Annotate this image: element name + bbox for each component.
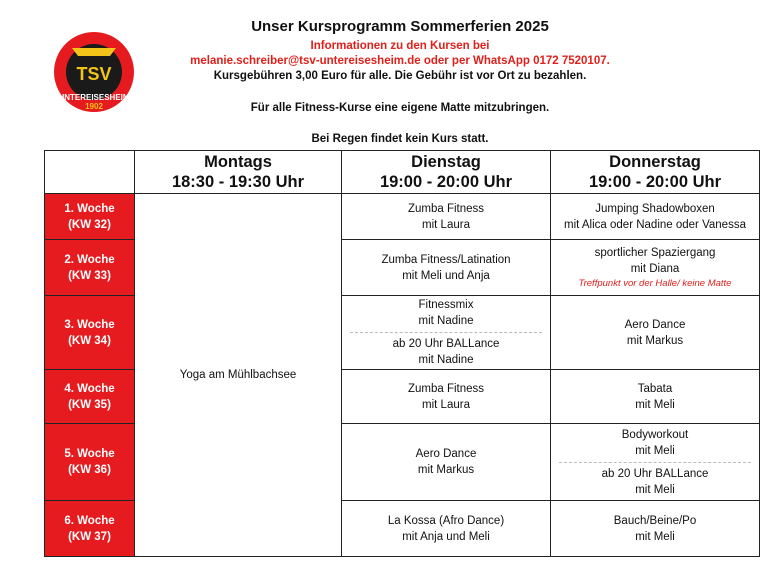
tuesday-course	[342, 240, 551, 296]
course-trainer: mit Markus	[626, 334, 684, 347]
course-divider	[350, 332, 542, 333]
table-row	[45, 194, 760, 240]
day-time: 18:30 - 19:30 Uhr	[171, 173, 305, 191]
rain-note: Bei Regen findet kein Kurs statt.	[311, 133, 489, 145]
day-name: Donnerstag	[609, 153, 701, 171]
course-name-2: ab 20 Uhr BALLance	[392, 338, 500, 350]
course-name: Bauch/Beine/Po	[613, 514, 697, 527]
course-trainer: mit Meli	[635, 530, 675, 543]
week-number: 5. Woche	[64, 448, 115, 460]
course-name: sportlicher Spaziergang	[594, 247, 716, 259]
week-kw: (KW 32)	[68, 218, 111, 231]
course-name: Zumba Fitness/Latination	[381, 253, 511, 266]
page-title: Unser Kursprogramm Sommerferien 2025	[251, 18, 549, 35]
thursday-course	[551, 194, 760, 240]
course-trainer: mit Laura	[422, 398, 470, 411]
day-header-thursday	[551, 151, 760, 194]
course-name-2: ab 20 Uhr BALLance	[601, 467, 709, 480]
info-line-1: Informationen zu den Kursen bei	[310, 40, 490, 52]
week-label	[45, 296, 135, 370]
week-kw: (KW 36)	[68, 464, 111, 476]
monday-course	[135, 194, 342, 557]
day-header-tuesday	[342, 151, 551, 194]
day-header-monday	[135, 151, 342, 194]
thursday-course	[551, 296, 760, 370]
day-time: 19:00 - 20:00 Uhr	[379, 173, 513, 191]
course-name: Zumba Fitness	[407, 202, 485, 215]
tsv-logo	[52, 30, 136, 114]
course-trainer: mit Anja und Meli	[402, 530, 490, 543]
thursday-course	[551, 501, 760, 557]
fee-note: Kursgebühren 3,00 Euro für alle. Die Gebühr ist vor Ort zu bezahlen.	[213, 70, 587, 82]
logo-ring-text: UNTEREISESHEIM	[58, 93, 130, 102]
tuesday-course	[342, 370, 551, 424]
course-name: Fitnessmix	[418, 299, 474, 311]
day-name: Dienstag	[411, 153, 481, 171]
thursday-course	[551, 370, 760, 424]
course-note: Treffpunkt vor der Halle/ keine Matte	[578, 278, 732, 289]
course-trainer: mit Meli	[635, 398, 675, 411]
course-trainer: mit Markus	[417, 464, 475, 476]
course-trainer-2: mit Nadine	[418, 354, 474, 366]
course-trainer: mit Meli und Anja	[402, 269, 490, 282]
course-name: Tabata	[637, 382, 673, 395]
course-trainer: mit Diana	[630, 263, 680, 275]
week-label	[45, 370, 135, 424]
tuesday-course	[342, 501, 551, 557]
week-label	[45, 501, 135, 557]
course-name: Aero Dance	[415, 448, 477, 460]
course-trainer: mit Alica oder Nadine oder Vanessa	[564, 218, 746, 231]
week-number: 4. Woche	[64, 382, 115, 395]
week-kw: (KW 34)	[68, 334, 111, 347]
tuesday-course	[342, 424, 551, 501]
info-line-2: melanie.schreiber@tsv-untereisesheim.de oder per WhatsApp 0172 7520107.	[190, 55, 610, 67]
course-trainer-2: mit Meli	[635, 483, 675, 496]
course-divider	[559, 462, 751, 463]
week-label	[45, 424, 135, 501]
logo-year: 1902	[85, 102, 103, 111]
week-number: 2. Woche	[64, 253, 115, 266]
course-name: Zumba Fitness	[407, 382, 485, 395]
week-kw: (KW 33)	[68, 269, 111, 282]
week-kw: (KW 35)	[68, 398, 111, 411]
thursday-course	[551, 424, 760, 501]
course-trainer: mit Meli	[635, 444, 675, 457]
mat-note: Für alle Fitness-Kurse eine eigene Matte mitzubringen.	[250, 102, 550, 114]
week-label	[45, 194, 135, 240]
tuesday-course	[342, 296, 551, 370]
tuesday-course	[342, 194, 551, 240]
course-name: Jumping Shadowboxen	[595, 202, 715, 215]
course-trainer: mit Nadine	[418, 315, 474, 327]
week-number: 6. Woche	[64, 514, 115, 527]
logo-accent	[72, 48, 116, 56]
thursday-course	[551, 240, 760, 296]
week-kw: (KW 37)	[68, 530, 111, 543]
course-name: Aero Dance	[624, 318, 686, 331]
logo-main-text: TSV	[76, 64, 112, 84]
day-time: 19:00 - 20:00 Uhr	[588, 173, 722, 191]
week-number: 3. Woche	[64, 318, 115, 331]
course-name: Yoga am Mühlbachsee	[179, 369, 297, 381]
course-trainer: mit Laura	[422, 218, 470, 231]
course-name: La Kossa (Afro Dance)	[387, 514, 505, 527]
day-name: Montags	[204, 153, 272, 171]
corner-cell	[45, 151, 135, 194]
header-row	[45, 151, 760, 194]
week-label	[45, 240, 135, 296]
week-number: 1. Woche	[64, 202, 115, 215]
schedule-table	[44, 150, 760, 557]
course-name: Bodyworkout	[621, 428, 689, 441]
